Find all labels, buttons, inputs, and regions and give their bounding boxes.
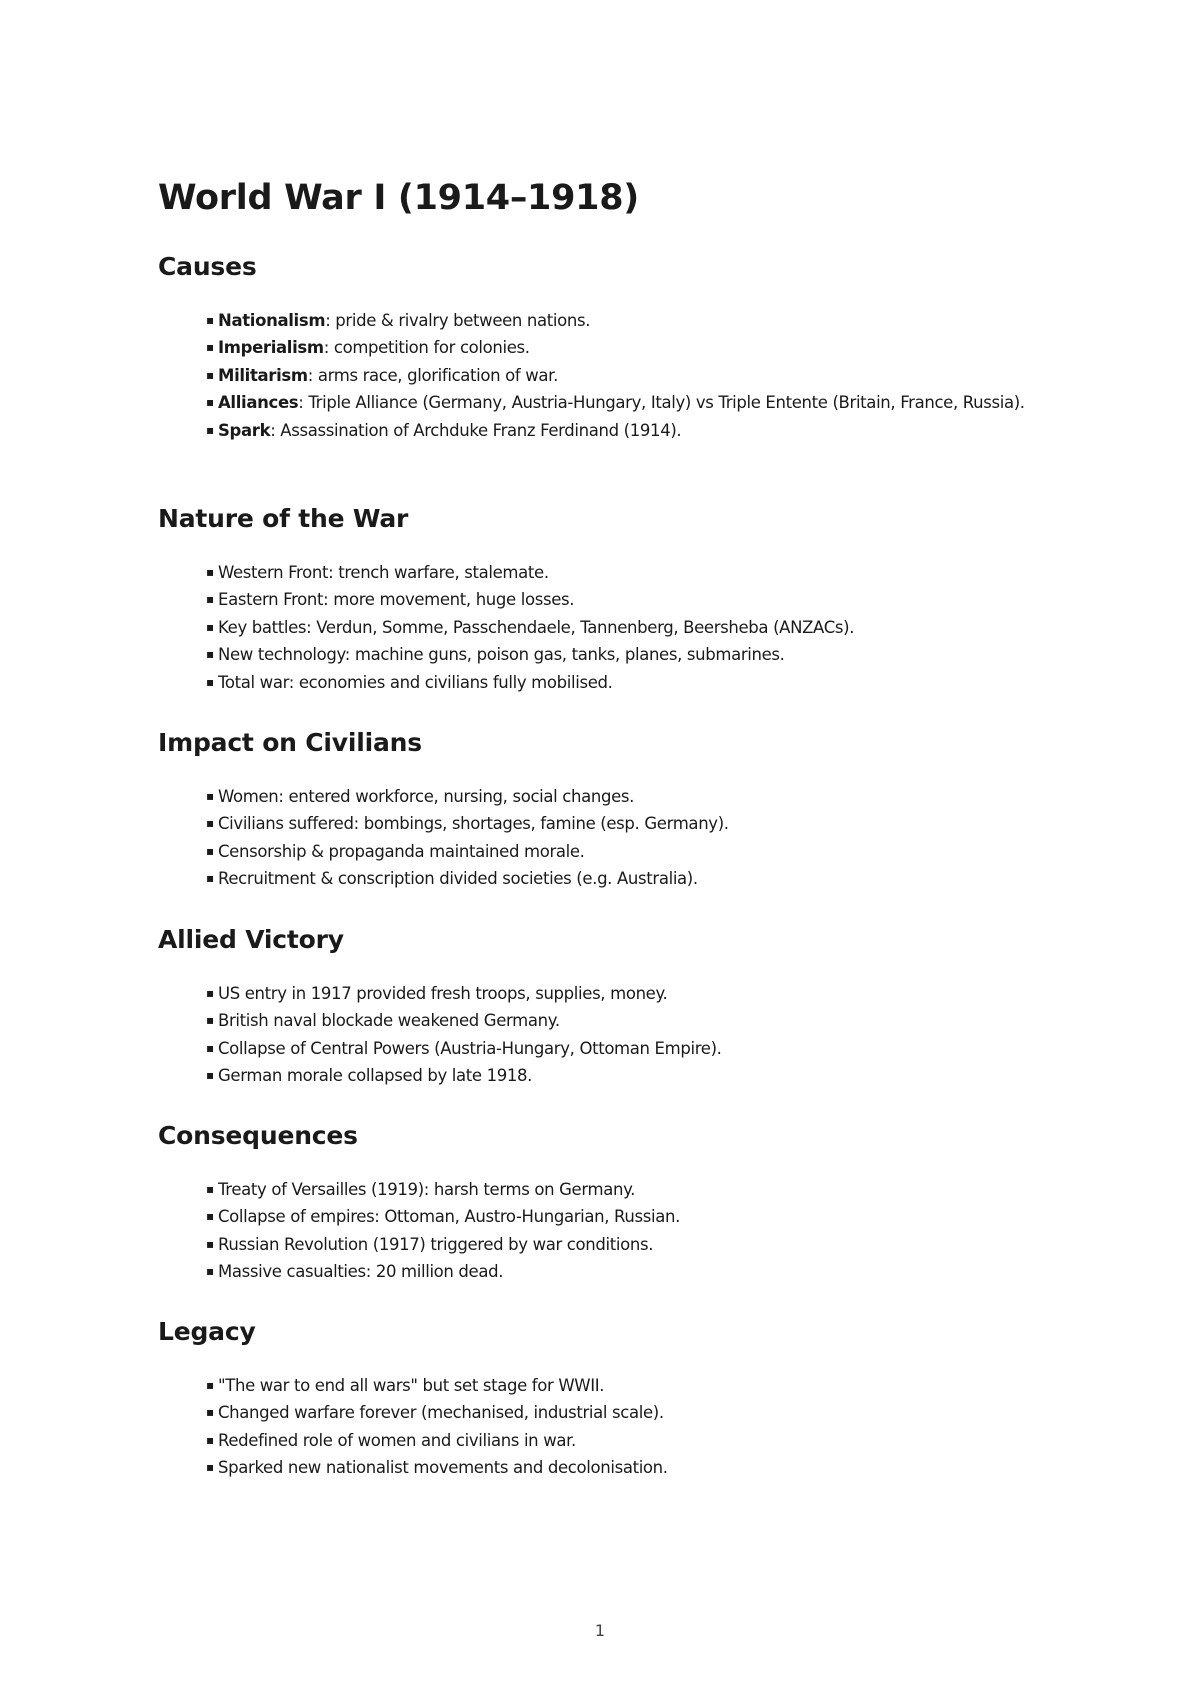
bullet-icon: ▪ bbox=[206, 1264, 214, 1279]
list-item bbox=[206, 1203, 1038, 1230]
list-item-text: Sparked new nationalist movements and decolonisation. bbox=[218, 1458, 668, 1478]
bullet-icon: ▪ bbox=[206, 1432, 214, 1447]
bullet-icon: ▪ bbox=[206, 1068, 214, 1083]
list-item-text: : Triple Alliance (Germany, Austria-Hungary, Italy) vs Triple Entente (Britain, France, Russia). bbox=[298, 393, 1025, 413]
list-item bbox=[206, 1399, 1038, 1426]
list-item bbox=[206, 362, 1038, 389]
list-item bbox=[206, 669, 1038, 696]
section-nature-of-the-war bbox=[158, 503, 1038, 696]
bullet-icon: ▪ bbox=[206, 367, 214, 382]
document-title: World War I (1914–1918) bbox=[158, 178, 639, 218]
section-consequences bbox=[158, 1120, 1038, 1286]
bullet-list bbox=[158, 1176, 1038, 1286]
list-item-text: Western Front: trench warfare, stalemate. bbox=[218, 563, 549, 582]
list-item bbox=[206, 614, 1038, 641]
list-item-text: Total war: economies and civilians fully mobilised. bbox=[218, 672, 613, 692]
list-item bbox=[206, 1062, 1038, 1089]
bullet-list bbox=[158, 1372, 1038, 1482]
list-item bbox=[206, 1231, 1038, 1258]
list-item bbox=[206, 980, 1038, 1007]
list-item bbox=[206, 865, 1038, 892]
list-item-text: Russian Revolution (1917) triggered by war conditions. bbox=[218, 1234, 654, 1254]
bullet-icon: ▪ bbox=[206, 592, 214, 607]
list-item-term: Spark bbox=[218, 420, 271, 440]
section-impact-on-civilians bbox=[158, 727, 1038, 893]
bullet-list bbox=[158, 559, 1038, 696]
list-item bbox=[206, 586, 1038, 613]
list-item bbox=[206, 1427, 1038, 1454]
bullet-icon: ▪ bbox=[206, 1378, 214, 1392]
bullet-icon: ▪ bbox=[206, 1405, 214, 1420]
list-item-text: Censorship & propaganda maintained morale. bbox=[218, 841, 585, 861]
list-item-text: Collapse of Central Powers (Austria-Hungary, Ottoman Empire). bbox=[218, 1038, 722, 1058]
bullet-icon: ▪ bbox=[206, 1236, 214, 1251]
bullet-icon: ▪ bbox=[206, 647, 214, 662]
bullet-icon: ▪ bbox=[206, 1209, 214, 1224]
list-item-text: Eastern Front: more movement, huge losses. bbox=[218, 590, 575, 610]
bullet-icon: ▪ bbox=[206, 816, 214, 831]
bullet-icon: ▪ bbox=[206, 843, 214, 858]
list-item bbox=[206, 417, 1038, 444]
list-item-term: Imperialism bbox=[218, 338, 324, 358]
list-item-text: Changed warfare forever (mechanised, industrial scale). bbox=[218, 1403, 664, 1423]
list-item-text: Collapse of empires: Ottoman, Austro-Hungarian, Russian. bbox=[218, 1207, 681, 1227]
list-item-text: Civilians suffered: bombings, shortages, famine (esp. Germany). bbox=[218, 814, 729, 834]
list-item bbox=[206, 1007, 1038, 1034]
bullet-icon: ▪ bbox=[206, 1013, 214, 1028]
list-item-term: Militarism bbox=[218, 365, 308, 385]
page-number: 1 bbox=[594, 1621, 606, 1640]
list-item bbox=[206, 1454, 1038, 1481]
bullet-icon: ▪ bbox=[206, 674, 214, 689]
section-heading: Impact on Civilians bbox=[158, 728, 422, 757]
list-item bbox=[206, 838, 1038, 865]
list-item bbox=[206, 559, 1038, 586]
section-legacy bbox=[158, 1316, 1038, 1482]
section-heading: Consequences bbox=[158, 1121, 358, 1150]
list-item-text: : arms race, glorification of war. bbox=[307, 365, 558, 385]
section-heading: Causes bbox=[158, 252, 257, 281]
list-item-text: : competition for colonies. bbox=[323, 338, 530, 358]
bullet-icon: ▪ bbox=[206, 1182, 214, 1196]
list-item bbox=[206, 1372, 1038, 1399]
list-item-text: Massive casualties: 20 million dead. bbox=[218, 1262, 504, 1282]
list-item-text: US entry in 1917 provided fresh troops, supplies, money. bbox=[218, 984, 668, 1003]
bullet-icon: ▪ bbox=[206, 619, 214, 634]
list-item bbox=[206, 1176, 1038, 1203]
list-item-text: Treaty of Versailles (1919): harsh terms on Germany. bbox=[218, 1180, 636, 1199]
bullet-icon: ▪ bbox=[206, 565, 214, 579]
section-heading: Allied Victory bbox=[158, 925, 344, 954]
list-item-text: Recruitment & conscription divided societies (e.g. Australia). bbox=[218, 869, 698, 889]
list-item bbox=[206, 1258, 1038, 1285]
list-item-text: Redefined role of women and civilians in war. bbox=[218, 1430, 576, 1450]
bullet-icon: ▪ bbox=[206, 313, 214, 327]
section-allied-victory bbox=[158, 924, 1038, 1090]
list-item bbox=[206, 1035, 1038, 1062]
list-item-text: : pride & rivalry between nations. bbox=[325, 311, 591, 330]
bullet-icon: ▪ bbox=[206, 395, 214, 410]
bullet-icon: ▪ bbox=[206, 1460, 214, 1475]
list-item-text: : Assassination of Archduke Franz Ferdinand (1914). bbox=[270, 420, 682, 440]
list-item-text: German morale collapsed by late 1918. bbox=[218, 1066, 533, 1086]
section-causes bbox=[158, 251, 1038, 444]
list-item-text: Women: entered workforce, nursing, social changes. bbox=[218, 787, 635, 806]
list-item-term: Nationalism bbox=[218, 311, 326, 330]
list-item bbox=[206, 389, 1038, 416]
bullet-icon: ▪ bbox=[206, 1040, 214, 1055]
bullet-icon: ▪ bbox=[206, 871, 214, 886]
bullet-list bbox=[158, 783, 1038, 893]
list-item bbox=[206, 810, 1038, 837]
bullet-list bbox=[158, 307, 1038, 444]
list-item-term: Alliances bbox=[218, 393, 299, 413]
bullet-icon: ▪ bbox=[206, 986, 214, 1000]
section-heading: Nature of the War bbox=[158, 504, 409, 533]
list-item-text: Key battles: Verdun, Somme, Passchendaele, Tannenberg, Beersheba (ANZACs). bbox=[218, 617, 855, 637]
list-item-text: New technology: machine guns, poison gas, tanks, planes, submarines. bbox=[218, 645, 785, 665]
list-item bbox=[206, 334, 1038, 361]
list-item bbox=[206, 783, 1038, 810]
list-item bbox=[206, 307, 1038, 334]
list-item-text: British naval blockade weakened Germany. bbox=[218, 1011, 560, 1031]
bullet-list bbox=[158, 980, 1038, 1090]
section-heading: Legacy bbox=[158, 1317, 256, 1346]
list-item-text: "The war to end all wars" but set stage for WWII. bbox=[218, 1376, 605, 1395]
bullet-icon: ▪ bbox=[206, 422, 214, 437]
bullet-icon: ▪ bbox=[206, 340, 214, 355]
bullet-icon: ▪ bbox=[206, 789, 214, 803]
list-item bbox=[206, 641, 1038, 668]
